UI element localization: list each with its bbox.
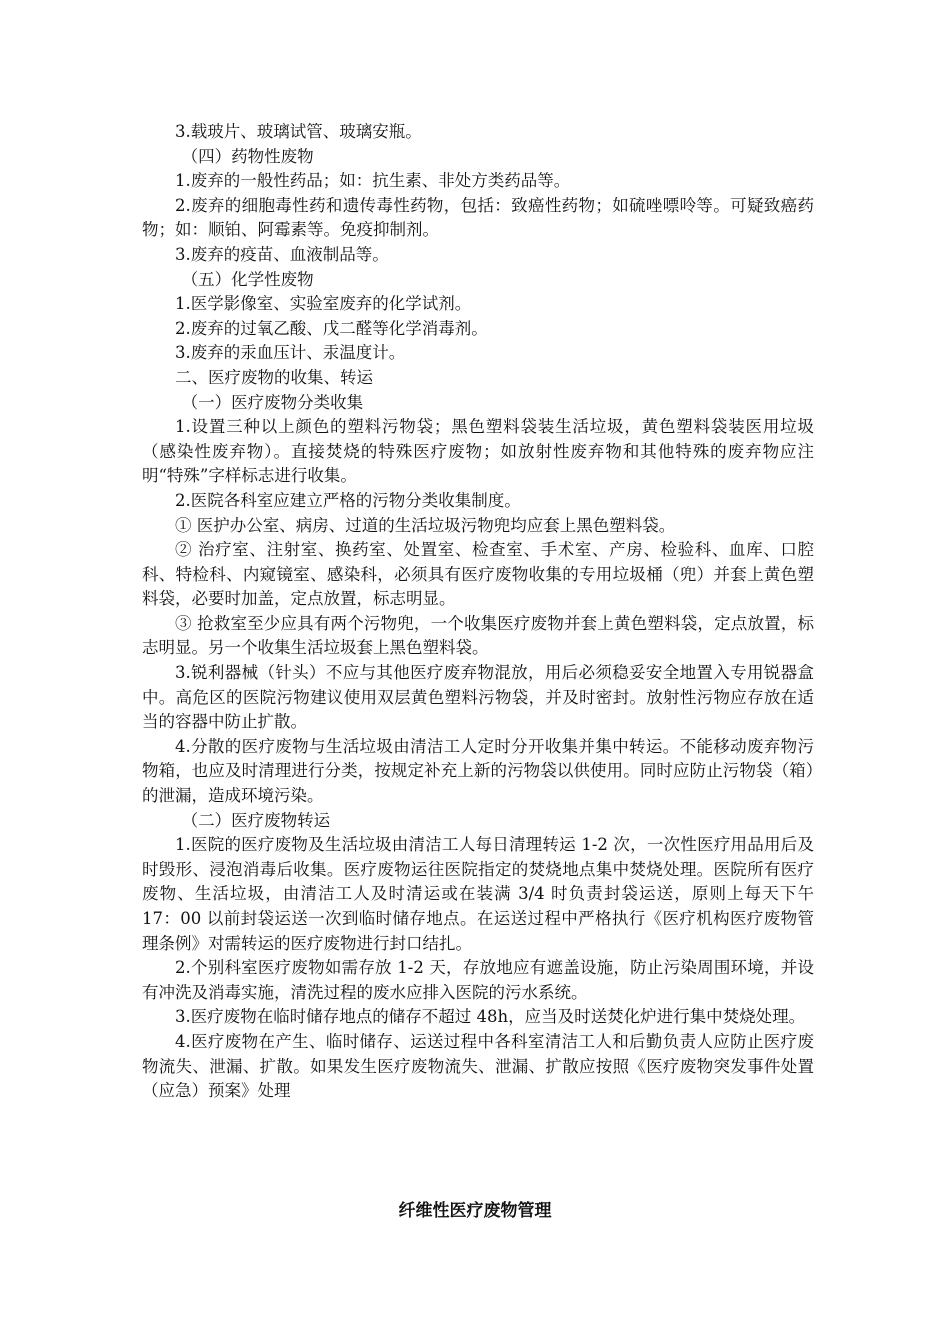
paragraph: 1.废弃的一般性药品；如：抗生素、非处方类药品等。: [175, 171, 571, 191]
paragraph: ③ 抢救室至少应具有两个污物兜，一个收集医疗废物并套上黄色塑料袋，定点放置，标志明显。另一个收集生活垃圾套上黑色塑料袋。: [142, 613, 814, 658]
paragraph: 2.废弃的细胞毒性药和遗传毒性药物，包括：致癌性药物；如硫唑嘌呤等。可疑致癌药物；如：顺铂、阿霉素等。免疫抑制剂。: [142, 195, 814, 240]
subsection-heading: （二）医疗废物转运: [181, 810, 331, 830]
paragraph: 3.载玻片、玻璃试管、玻璃安瓶。: [175, 122, 422, 141]
document-title: 纤维性医疗废物管理: [398, 1201, 552, 1221]
paragraph: ① 医护办公室、病房、过道的生活垃圾污物兜均应套上黑色塑料袋。: [175, 515, 676, 535]
paragraph: 2.医院各科室应建立严格的污物分类收集制度。: [175, 490, 521, 510]
paragraph: 4.医疗废物在产生、临时储存、运送过程中各科室清洁工人和后勤负责人应防止医疗废物流失、泄漏、扩散。如果发生医疗废物流失、泄漏、扩散应按照《医疗废物突发事件处置（应急）预案》处理: [142, 1031, 814, 1101]
section-heading: 二、医疗废物的收集、转运: [175, 367, 373, 387]
paragraph: 3.废弃的汞血压计、汞温度计。: [175, 343, 406, 363]
paragraph: 1.医院的医疗废物及生活垃圾由清洁工人每日清理转运 1-2 次，一次性医疗用品用后及时毁形、浸泡消毒后收集。医疗废物运往医院指定的焚烧地点集中焚烧处理。医院所有医疗废物、生活垃圾，由清洁工人及时清运或在装满 3/4 时负责封袋运送，原则上每天下午 17：00 以前封袋运送一次到临时储存地点。在运送过程中严格执行《医疗机构医疗废物管理条例》对需转运的医疗废物进行封口结扎。: [142, 835, 814, 953]
paragraph: 3.废弃的疫苗、血液制品等。: [175, 244, 389, 264]
paragraph: 3.医疗废物在临时储存地点的储存不超过 48h，应当及时送焚化炉进行集中焚烧处理。: [175, 1007, 806, 1027]
paragraph: 2.废弃的过氧乙酸、戊二醛等化学消毒剂。: [175, 318, 488, 338]
paragraph: 2.个别科室医疗废物如需存放 1-2 天，存放地应有遮盖设施，防止污染周围环境，并设有冲洗及消毒实施，清洗过程的废水应排入医院的污水系统。: [142, 958, 814, 1002]
subsection-heading: （一）医疗废物分类收集: [181, 392, 364, 412]
paragraph: ② 治疗室、注射室、换药室、处置室、检查室、手术室、产房、检验科、血库、口腔科、特检科、内窥镜室、感染科，必须具有医疗废物收集的专用垃圾桶（兜）并套上黄色塑料袋，必要时加盖，定点放置，标志明显。: [142, 540, 814, 609]
paragraph: 3.锐利器械（针头）不应与其他医疗废弃物混放，用后必须稳妥安全地置入专用锐器盒中。高危区的医院污物建议使用双层黄色塑料污物袋，并及时密封。放射性污物应存放在适当的容器中防止扩散。: [142, 663, 814, 732]
paragraph: 4.分散的医疗废物与生活垃圾由清洁工人定时分开收集并集中转运。不能移动废弃物污物箱，也应及时清理进行分类，按规定补充上新的污物袋以供使用。同时应防止污物袋（箱）的泄漏，造成环境污染。: [142, 736, 814, 806]
document-body: [142, 120, 814, 1104]
subsection-heading: （四）药物性废物: [181, 146, 314, 166]
subsection-heading: （五）化学性废物: [181, 269, 314, 289]
paragraph: 1.医学影像室、实验室废弃的化学试剂。: [175, 294, 472, 314]
paragraph: 1.设置三种以上颜色的塑料污物袋；黑色塑料袋装生活垃圾，黄色塑料袋装医用垃圾（感染性废弃物）。直接焚烧的特殊医疗废物；如放射性废弃物和其他特殊的废弃物应注明“特殊”字样标志进行收集。: [142, 417, 814, 486]
